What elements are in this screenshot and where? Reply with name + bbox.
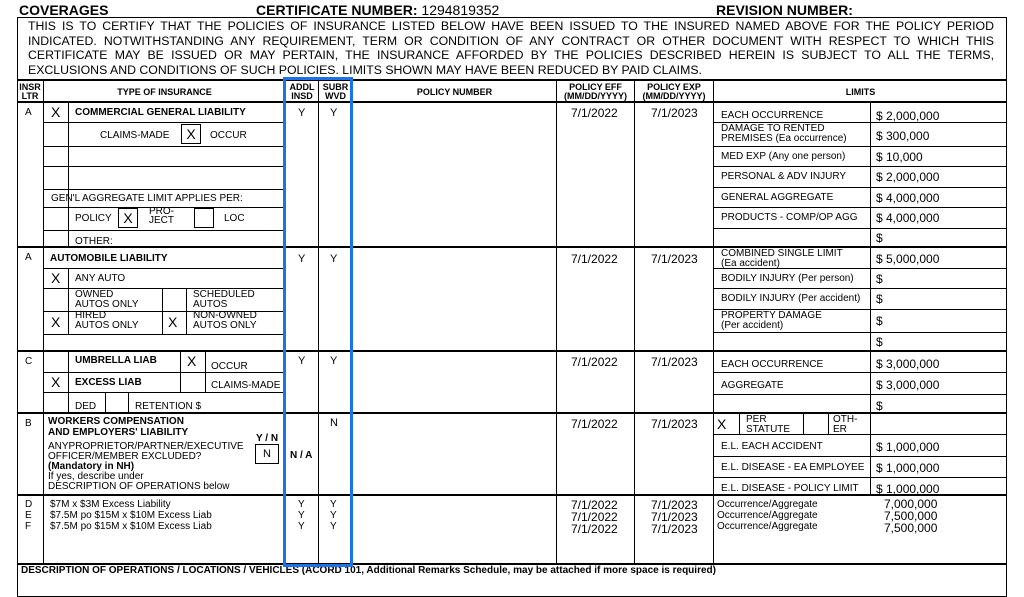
wc-eff-date: 7/1/2022 bbox=[571, 417, 618, 431]
gl-limit-amount: $ 4,000,000 bbox=[876, 211, 940, 225]
col-policy-exp: POLICY EXP (MM/DD/YYYY) bbox=[642, 82, 706, 101]
umb-addl-insd: Y bbox=[298, 355, 306, 367]
auto-limit-amount: $ bbox=[876, 314, 883, 328]
wc-limit-label: E.L. EACH ACCIDENT bbox=[721, 441, 823, 452]
umb-limit-label: EACH OCCURRENCE bbox=[721, 359, 824, 370]
gl-limit-amount: $ 300,000 bbox=[876, 129, 930, 143]
gl-aggregate-applies: GEN'L AGGREGATE LIMIT APPLIES PER: bbox=[51, 193, 243, 204]
coverages-title: COVERAGES bbox=[19, 2, 109, 18]
umb-limit-amount: $ bbox=[876, 399, 883, 413]
gl-insr-ltr: A bbox=[25, 107, 32, 118]
auto-subr-wvd: Y bbox=[330, 253, 338, 265]
auto-exp-date: 7/1/2023 bbox=[651, 252, 698, 266]
excess-descriptions: $7M x $3M Excess Liability $7.5M po $15M x $10M Excess Liab $7.5M po $15M x $10M Excess Liab bbox=[50, 499, 212, 532]
excess-limit-labels: Occurrence/Aggregate Occurrence/Aggregate Occurrence/Aggregate bbox=[717, 499, 818, 532]
wc-limit-amount: $ 1,000,000 bbox=[876, 440, 940, 454]
wc-insr-ltr: B bbox=[25, 418, 32, 429]
gl-limit-amount: $ 2,000,000 bbox=[876, 109, 940, 123]
wc-question: ANYPROPRIETOR/PARTNER/EXECUTIVE OFFICER/MEMBER EXCLUDED? (Mandatory in NH) If yes, describe under DESCRIPTION OF OPERATIONS below bbox=[48, 441, 244, 492]
auto-limit-label: BODILY INJURY (Per person) bbox=[721, 273, 854, 284]
wc-excluded-answer[interactable]: N bbox=[255, 444, 279, 464]
gl-loc-checkbox[interactable] bbox=[194, 208, 214, 228]
wc-limit-label: E.L. DISEASE - EA EMPLOYEE bbox=[721, 462, 865, 473]
gl-other-label: OTHER: bbox=[75, 236, 113, 247]
gl-limit-label: EACH OCCURRENCE bbox=[721, 110, 824, 121]
wc-limit-amount: $ 1,000,000 bbox=[876, 461, 940, 475]
umb-occur-checkbox[interactable]: X bbox=[187, 353, 197, 369]
auto-any-auto-checkbox[interactable]: X bbox=[51, 270, 61, 286]
auto-limit-label: PROPERTY DAMAGE (Per accident) bbox=[721, 310, 822, 331]
gl-addl-insd: Y bbox=[298, 107, 306, 119]
col-subr-wvd: SUBR WVD bbox=[322, 82, 349, 101]
gl-limit-label: MED EXP (Any one person) bbox=[721, 151, 846, 162]
umb-insr-ltr: C bbox=[25, 356, 33, 367]
auto-limit-amount: $ bbox=[876, 272, 883, 286]
wc-subr-wvd: N bbox=[330, 417, 338, 429]
umb-exp-date: 7/1/2023 bbox=[651, 355, 698, 369]
auto-scheduled-label: SCHEDULED AUTOS bbox=[193, 289, 255, 310]
auto-limit-amount: $ bbox=[876, 335, 883, 349]
auto-any-auto-label: ANY AUTO bbox=[75, 273, 126, 284]
umb-eff-date: 7/1/2022 bbox=[571, 355, 618, 369]
gl-occur-label: OCCUR bbox=[210, 130, 247, 141]
excess-exp-dates: 7/1/2023 7/1/2023 7/1/2023 bbox=[651, 498, 698, 536]
excess-addl-insd: Y Y Y bbox=[298, 499, 305, 532]
wc-per-statute-checkbox[interactable]: X bbox=[717, 416, 727, 432]
wc-exp-date: 7/1/2023 bbox=[651, 417, 698, 431]
umb-subr-wvd: Y bbox=[330, 355, 338, 367]
gl-title: COMMERCIAL GENERAL LIABILITY bbox=[75, 107, 246, 118]
wc-title: WORKERS COMPENSATION AND EMPLOYERS' LIABILITY bbox=[48, 416, 189, 438]
umb-umbrella-label: UMBRELLA LIAB bbox=[75, 355, 157, 366]
col-policy-eff: POLICY EFF (MM/DD/YYYY) bbox=[564, 82, 627, 101]
excess-subr-wvd: Y Y Y bbox=[330, 499, 337, 532]
gl-subr-wvd: Y bbox=[330, 107, 338, 119]
wc-other-label: OTH- ER bbox=[833, 414, 858, 435]
auto-limit-amount: $ bbox=[876, 292, 883, 306]
gl-project-label: PRO- JECT bbox=[149, 206, 174, 226]
auto-nonowned-label: NON-OWNED AUTOS ONLY bbox=[193, 310, 257, 331]
auto-hired-label: HIRED AUTOS ONLY bbox=[75, 310, 139, 331]
gl-limit-amount: $ 4,000,000 bbox=[876, 191, 940, 205]
col-insr-ltr: INSR LTR bbox=[19, 82, 41, 101]
auto-limit-label: BODILY INJURY (Per accident) bbox=[721, 293, 861, 304]
gl-occur-checkbox[interactable]: X bbox=[181, 124, 201, 144]
wc-limit-label: E.L. DISEASE - POLICY LIMIT bbox=[721, 483, 859, 494]
highlight-addl-subr-columns bbox=[283, 77, 353, 567]
excess-eff-dates: 7/1/2022 7/1/2022 7/1/2022 bbox=[571, 498, 618, 536]
gl-policy-checkbox[interactable]: X bbox=[118, 208, 138, 228]
umb-retention-label: RETENTION $ bbox=[135, 401, 202, 412]
gl-limit-amount: $ bbox=[876, 231, 883, 245]
excess-limit-amounts: 7,000,000 7,500,000 7,500,000 bbox=[884, 497, 938, 535]
gl-claims-made-label: CLAIMS-MADE bbox=[100, 130, 170, 141]
auto-hired-checkbox[interactable]: X bbox=[51, 314, 61, 330]
umb-excess-checkbox[interactable]: X bbox=[51, 374, 61, 390]
gl-eff-date: 7/1/2022 bbox=[571, 106, 618, 120]
umb-limit-amount: $ 3,000,000 bbox=[876, 378, 940, 392]
gl-exp-date: 7/1/2023 bbox=[651, 106, 698, 120]
wc-per-statute-label: PER STATUTE bbox=[746, 414, 791, 435]
description-of-operations: DESCRIPTION OF OPERATIONS / LOCATIONS / VEHICLES (ACORD 101, Additional Remarks Schedule, may be attached if more space is required) bbox=[21, 565, 716, 576]
gl-policy-label: POLICY bbox=[75, 213, 112, 224]
gl-limit-label: PERSONAL & ADV INJURY bbox=[721, 171, 847, 182]
col-policy-number: POLICY NUMBER bbox=[416, 87, 493, 97]
excess-insr-ltrs: D E F bbox=[25, 499, 33, 532]
gl-limit-label: DAMAGE TO RENTED PREMISES (Ea occurrence) bbox=[721, 123, 847, 144]
certificate-number-label bbox=[256, 2, 499, 18]
umb-excess-label: EXCESS LIAB bbox=[75, 377, 142, 388]
auto-limit-amount: $ 5,000,000 bbox=[876, 252, 940, 266]
umb-limit-amount: $ 3,000,000 bbox=[876, 357, 940, 371]
umb-ded-label: DED bbox=[75, 401, 97, 412]
auto-nonowned-checkbox[interactable]: X bbox=[168, 314, 178, 330]
certificate-number: 1294819352 bbox=[421, 2, 500, 18]
revision-number-label: REVISION NUMBER: bbox=[716, 2, 853, 18]
gl-limit-label: PRODUCTS - COMP/OP AGG bbox=[721, 212, 858, 223]
umb-occur-label: OCCUR bbox=[211, 361, 248, 372]
col-type-of-insurance: TYPE OF INSURANCE bbox=[117, 87, 212, 97]
auto-insr-ltr: A bbox=[25, 252, 32, 263]
gl-limit-amount: $ 2,000,000 bbox=[876, 170, 940, 184]
gl-loc-label: LOC bbox=[224, 213, 245, 224]
umb-claims-made-label: CLAIMS-MADE bbox=[211, 380, 281, 391]
wc-addl-na: N / A bbox=[290, 450, 313, 461]
gl-limit-label: GENERAL AGGREGATE bbox=[721, 192, 834, 203]
gl-limit-amount: $ 10,000 bbox=[876, 150, 923, 164]
col-limits: LIMITS bbox=[845, 87, 876, 97]
certificate-label: CERTIFICATE NUMBER: bbox=[256, 2, 418, 18]
auto-addl-insd: Y bbox=[298, 253, 306, 265]
umb-limit-label: AGGREGATE bbox=[721, 380, 784, 391]
certify-paragraph: THIS IS TO CERTIFY THAT THE POLICIES OF INSURANCE LISTED BELOW HAVE BEEN ISSUED TO THE INSURED NAMED ABOVE FOR THE POLICY PERIOD INDICATED. NOTWITHSTANDING ANY REQUIREMENT, TERM OR CONDITION OF ANY CONTRACT OR OTHER DOCUMENT WITH RESPECT TO WHICH THIS CERTIFICATE MAY BE ISSUED OR MAY PERTAIN, THE INSURANCE AFFORDED BY THE POLICIES DESCRIBED HEREIN IS SUBJECT TO ALL THE TERMS, EXCLUSIONS AND CONDITIONS OF SUCH POLICIES. LIMITS SHOWN MAY HAVE BEEN REDUCED BY PAID CLAIMS. bbox=[28, 19, 994, 77]
gl-checkbox[interactable]: X bbox=[51, 104, 61, 120]
wc-yn-label: Y / N bbox=[256, 433, 279, 444]
auto-owned-label: OWNED AUTOS ONLY bbox=[75, 289, 139, 310]
auto-limit-label: COMBINED SINGLE LIMIT (Ea accident) bbox=[721, 248, 843, 269]
col-addl-insd: ADDL INSD bbox=[289, 82, 315, 101]
auto-eff-date: 7/1/2022 bbox=[571, 252, 618, 266]
wc-limit-amount: $ 1,000,000 bbox=[876, 482, 940, 496]
auto-title: AUTOMOBILE LIABILITY bbox=[50, 253, 168, 264]
